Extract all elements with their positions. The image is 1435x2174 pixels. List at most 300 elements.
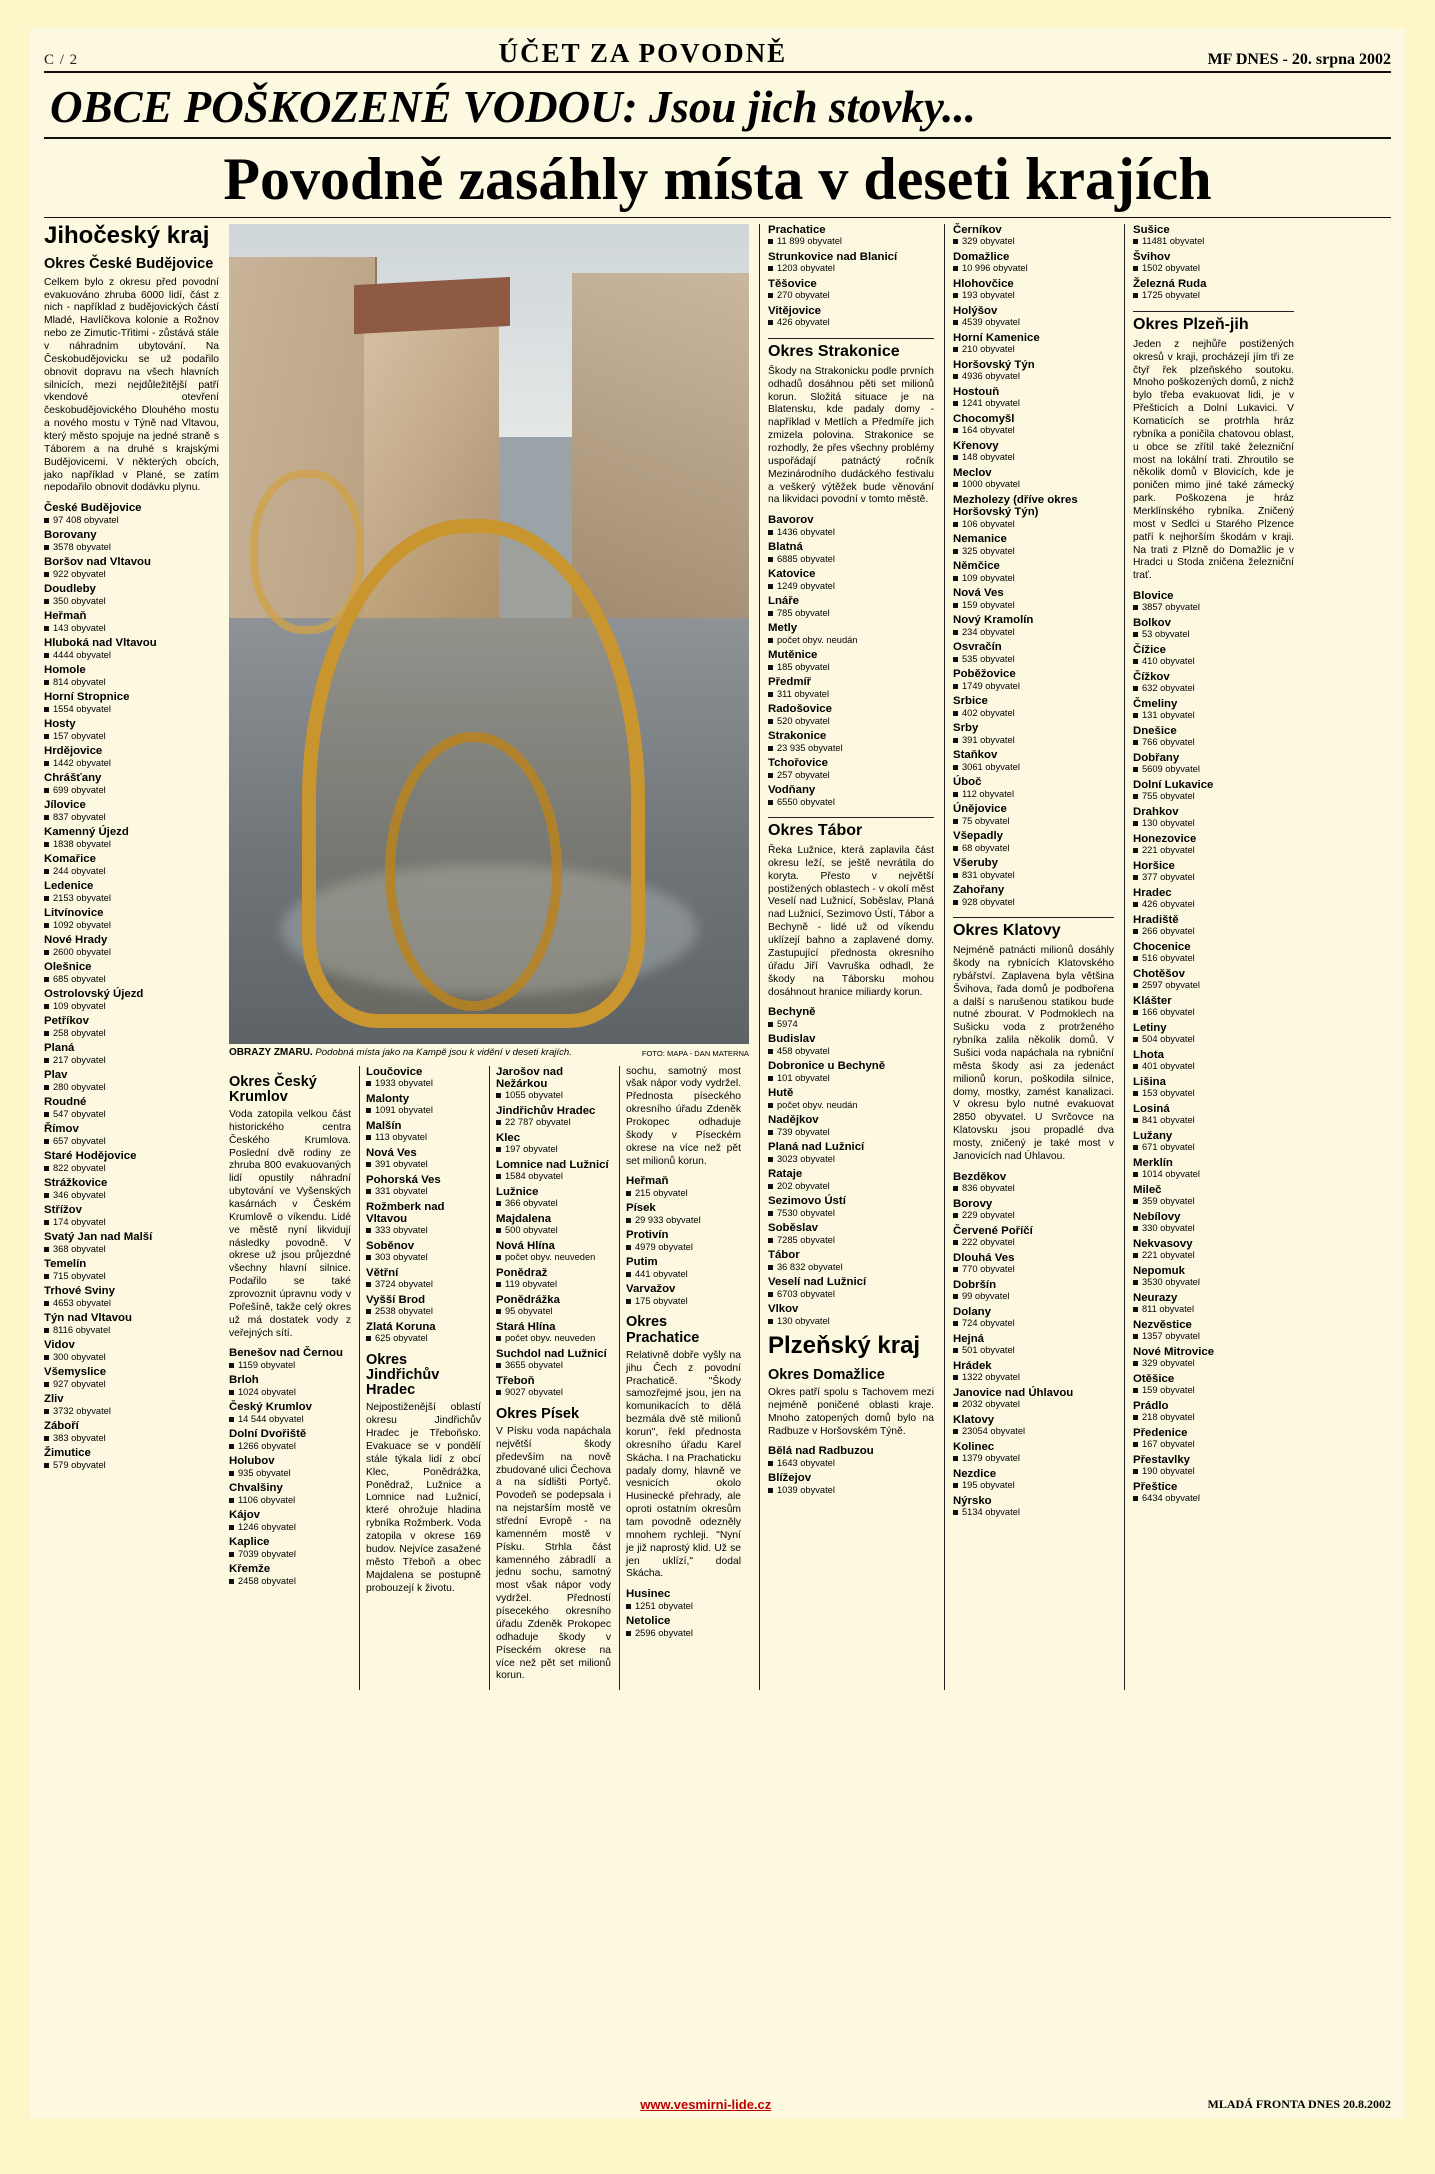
place-name: Ledenice: [44, 880, 94, 893]
list-item: [768, 1249, 934, 1272]
place-name: Nová Ves: [953, 587, 1004, 600]
list-item: [496, 1186, 611, 1209]
place-name: Nemanice: [953, 533, 1007, 546]
list-item: [768, 224, 934, 247]
place-name: Borovany: [44, 529, 97, 542]
place-name: Prachatice: [768, 224, 826, 236]
place-pop: 516 obyvatel: [1133, 953, 1294, 964]
place-pop: 366 obyvatel: [496, 1198, 611, 1209]
list-item: [1133, 671, 1294, 694]
place-pop: 715 obyvatel: [44, 1271, 219, 1282]
place-pop: 329 obyvatel: [1133, 1358, 1294, 1369]
list-item: [496, 1132, 611, 1155]
place-pop: 130 obyvatel: [768, 1316, 934, 1327]
place-pop: 119 obyvatel: [496, 1279, 611, 1290]
place-name: Stará Hlína: [496, 1320, 556, 1333]
place-name: Losiná: [1133, 1103, 1170, 1116]
place-pop: 685 obyvatel: [44, 974, 219, 985]
list-item: [953, 1441, 1114, 1464]
list-item: [1133, 725, 1294, 748]
place-name: Zahořany: [953, 884, 1005, 897]
place-name: Dobřany: [1133, 752, 1180, 765]
list-item: [44, 961, 219, 984]
place-name: Netolice: [626, 1615, 671, 1628]
place-name: Katovice: [768, 568, 816, 581]
place-name: Křenovy: [953, 440, 999, 452]
list-item: [1133, 806, 1294, 829]
place-pop: 2153 obyvatel: [44, 893, 219, 904]
place-name: Holubov: [229, 1455, 275, 1468]
list-item: [229, 1455, 351, 1478]
list-item: [953, 1225, 1114, 1248]
place-pop: 1055 obyvatel: [496, 1090, 611, 1101]
list-item: [953, 278, 1114, 301]
place-name: Dolní Lukavice: [1133, 779, 1214, 792]
list-item: [44, 583, 219, 606]
place-pop: 190 obyvatel: [1133, 1466, 1294, 1477]
place-pop: 1092 obyvatel: [44, 920, 219, 931]
list-item: [44, 1096, 219, 1119]
list-item: [44, 799, 219, 822]
place-name: Heřmaň: [626, 1175, 669, 1188]
place-pop: 257 obyvatel: [768, 770, 934, 781]
list-item: [44, 988, 219, 1011]
list-item: [953, 587, 1114, 610]
place-name: Kamenný Újezd: [44, 826, 129, 839]
article-plzen-jih: Jeden z nejhůře postižených okresů v kraji, procházejí jím tři ze čtyř řek plzeňského soutoku. Mnoho poškozených domů, z nichž bylo třeba evakuovat lidi, je v Přešticích a Dolní Lukavici. V Komaticích se protrhla hráz rybníka a poničila chatovou oblast, u obce se zřítil také železniční most na lokální trati. Zhroutilo se několik domů v Blovicích, kde je poničen mimo jiné také zámecký park. Poškozena je hráz Merklínského rybníka. Zničený most v Sedlci u Starého Plzence patří k nejhorším škodám v kraji. Na trati z Plzně do Domažlic je v Hradci u Stoda zničena železniční trať.: [1133, 338, 1294, 582]
place-name: Bezděkov: [953, 1170, 1007, 1183]
place-name: Suchdol nad Lužnicí: [496, 1347, 607, 1360]
place-pop: 1838 obyvatel: [44, 839, 219, 850]
place-pop: 202 obyvatel: [768, 1181, 934, 1192]
place-name: Hejná: [953, 1332, 985, 1345]
place-pop: 1322 obyvatel: [953, 1372, 1114, 1383]
list-item: [44, 1447, 219, 1470]
list-item: [44, 1123, 219, 1146]
place-pop: 520 obyvatel: [768, 716, 934, 727]
place-name: Nekvasovy: [1133, 1238, 1193, 1251]
place-pop: 922 obyvatel: [44, 569, 219, 580]
place-name: Přeštice: [1133, 1481, 1178, 1494]
list-item: [1133, 224, 1294, 247]
place-name: Únějovice: [953, 803, 1007, 816]
place-pop: 402 obyvatel: [953, 708, 1114, 719]
place-pop: 195 obyvatel: [953, 1480, 1114, 1491]
place-name: Dobronice u Bechyně: [768, 1060, 886, 1073]
list-item: [44, 1312, 219, 1335]
place-pop: 632 obyvatel: [1133, 683, 1294, 694]
caption-body: Podobná místa jako na Kampě jsou k vidění v deseti krajích.: [312, 1047, 572, 1058]
list-item: [953, 1360, 1114, 1383]
place-name: Holýšov: [953, 305, 998, 317]
place-name: Český Krumlov: [229, 1401, 312, 1414]
place-pop: 441 obyvatel: [626, 1269, 741, 1280]
list-item: [44, 1393, 219, 1416]
article-klatovy: Nejméně patnácti milionů dosáhly škody na rybnících Klatovského rybářství. Zaplavena byla většina Švihova, řada domů je podbořena a další s narušenou statikou bude nutné zbourat. V Podmoklech na Sušicku voda z protrženého rybníka zalila několik domů. V Sušici voda napáchala na rybniční města škody asi za jedenáct milionů korun, poškodila silnice, domy, mostky, zamést kanalizaci. V okresu bylo nutné evakuovat 2850 obyvatel. U Svrčovce na Klatovsku jsou propadlé dva mosty, zničený je také most v Janovicích nad Úhlavou.: [953, 945, 1114, 1162]
place-pop: 1159 obyvatel: [229, 1360, 351, 1371]
list-item: [366, 1147, 481, 1170]
place-pop: 303 obyvatel: [366, 1252, 481, 1263]
place-pop: 4444 obyvatel: [44, 650, 219, 661]
place-name: Ponědrážka: [496, 1293, 560, 1306]
list-item: [768, 595, 934, 618]
place-pop: 325 obyvatel: [953, 546, 1114, 557]
list-item: [366, 1294, 481, 1317]
place-pop: 331 obyvatel: [366, 1186, 481, 1197]
place-name: Lužany: [1133, 1130, 1173, 1143]
list-item: [953, 413, 1114, 436]
list-item: [44, 1042, 219, 1065]
list-item: [1133, 1157, 1294, 1180]
place-name: Klášter: [1133, 995, 1172, 1008]
place-pop: 1039 obyvatel: [768, 1485, 934, 1496]
place-pop: 458 obyvatel: [768, 1046, 934, 1057]
okres-heading-klatovy: Okres Klatovy: [953, 917, 1114, 940]
place-pop: 1436 obyvatel: [768, 527, 934, 538]
place-pop: 770 obyvatel: [953, 1264, 1114, 1275]
place-pop: 11 899 obyvatel: [768, 236, 934, 247]
place-pop: 3724 obyvatel: [366, 1279, 481, 1290]
place-pop: 5974: [768, 1019, 934, 1030]
place-pop: 928 obyvatel: [953, 897, 1114, 908]
place-name: Lnáře: [768, 595, 800, 608]
place-pop: 222 obyvatel: [953, 1237, 1114, 1248]
place-name: Chotěšov: [1133, 968, 1185, 981]
lower-column-4: [619, 1066, 741, 1691]
place-name: Kaplice: [229, 1536, 270, 1549]
place-pop: 3578 obyvatel: [44, 542, 219, 553]
place-pop: 1749 obyvatel: [953, 681, 1114, 692]
list-item: [44, 772, 219, 795]
place-pop: 53 obyvatel: [1133, 629, 1294, 640]
list-item: [44, 934, 219, 957]
place-name: Římov: [44, 1123, 79, 1136]
list-item: [1133, 1454, 1294, 1477]
place-pop: 766 obyvatel: [1133, 737, 1294, 748]
list-item: [953, 224, 1114, 247]
place-pop: 500 obyvatel: [496, 1225, 611, 1236]
place-name: Hrádek: [953, 1359, 992, 1372]
place-name: Hutě: [768, 1087, 794, 1100]
place-name: Putim: [626, 1256, 658, 1269]
list-item: [44, 610, 219, 633]
place-name: Petříkov: [44, 1015, 89, 1028]
place-pop: 346 obyvatel: [44, 1190, 219, 1201]
list-item: [44, 691, 219, 714]
list-item: [496, 1105, 611, 1128]
place-name: Nové Mitrovice: [1133, 1346, 1215, 1359]
list-item: [768, 622, 934, 645]
list-item: [768, 1445, 934, 1468]
page-footer: [44, 2097, 1391, 2112]
place-pop: 822 obyvatel: [44, 1163, 219, 1174]
place-name: Třeboň: [496, 1374, 535, 1387]
place-pop: 426 obyvatel: [768, 317, 934, 328]
photo-caption: [229, 1047, 749, 1060]
list-item: [768, 1033, 934, 1056]
article-prachatice: Relativně dobře vyšly na jihu Čech z povodní Prachaticě. "Škody samozřejmé jsou, jen na komunikacích to dělá bezmála dvě stě milionů korun", řekl přednosta okresního úřadu Karel Skácha. I na Prachaticku padaly domy, hlavně ve vesnicích okolo Husinecké přehrady, ale oproti ostatním okresům tam povodně odezněly mnohem rychleji. "Nyní je již naprostý klid. Už se jen uklízí," dodal Skácha.: [626, 1349, 741, 1580]
list-item: [1133, 1373, 1294, 1396]
place-name: Lomnice nad Lužnicí: [496, 1158, 609, 1171]
place-pop: 1357 obyvatel: [1133, 1331, 1294, 1342]
place-pop: 1249 obyvatel: [768, 581, 934, 592]
list-item: [953, 857, 1114, 880]
list-item: [496, 1294, 611, 1317]
list-item: [44, 907, 219, 930]
list-item: [366, 1321, 481, 1344]
list-item: [44, 664, 219, 687]
place-name: Dnešice: [1133, 725, 1177, 738]
list-item: [1133, 1022, 1294, 1045]
list-item: [496, 1240, 611, 1263]
place-pop: 671 obyvatel: [1133, 1142, 1294, 1153]
place-pop: 3530 obyvatel: [1133, 1277, 1294, 1288]
list-item: [1133, 995, 1294, 1018]
place-name: Horšice: [1133, 860, 1175, 873]
place-name: Zliv: [44, 1393, 64, 1406]
place-name: Benešov nad Černou: [229, 1347, 343, 1360]
place-pop: 1241 obyvatel: [953, 398, 1114, 409]
place-pop: 579 obyvatel: [44, 1460, 219, 1471]
place-name: Honezovice: [1133, 833, 1197, 846]
place-name: Domažlice: [953, 251, 1010, 263]
place-name: Ostrolovský Újezd: [44, 988, 144, 1001]
place-pop: 6885 obyvatel: [768, 554, 934, 565]
place-name: Otěšice: [1133, 1373, 1175, 1386]
list-item: [953, 560, 1114, 583]
list-item: [44, 718, 219, 741]
place-pop: 1251 obyvatel: [626, 1601, 741, 1612]
list-item: [626, 1615, 741, 1638]
place-name: Předmíř: [768, 676, 812, 689]
place-pop: 329 obyvatel: [953, 236, 1114, 247]
list-item: [768, 568, 934, 591]
place-pop: 535 obyvatel: [953, 654, 1114, 665]
place-pop: 68 obyvatel: [953, 843, 1114, 854]
list-item: [953, 695, 1114, 718]
body-columns: [44, 224, 1391, 1690]
kicker: OBCE POŠKOZENÉ VODOU: Jsou jich stovky...: [44, 73, 1391, 139]
place-name: Trhové Sviny: [44, 1285, 115, 1298]
place-pop: 164 obyvatel: [953, 425, 1114, 436]
article-pisek: V Písku voda napáchala největší škody především na nově zbudované ulici Čechova a na sídlišti Portyč. Povodeň se podepsala i na nejstarším mostě ve střední Evropě - na kamenném mostě v Písku. Strhla část kamenného zábradlí a jednu sochu, samotný most však nápor vody vydržel. Předností písecekého okresního úřadu Zdeněk Prokopec odhaduje škody v Píseckém okrese na více než pět set milionů korun.: [496, 1426, 611, 1682]
place-pop: 311 obyvatel: [768, 689, 934, 700]
place-pop: 1442 obyvatel: [44, 758, 219, 769]
place-name: Jílovice: [44, 799, 86, 812]
place-pop: 2596 obyvatel: [626, 1628, 741, 1639]
place-name: Malonty: [366, 1092, 410, 1105]
okres-heading-jindrichuv-hradec: Okres Jindřichův Hradec: [366, 1351, 440, 1399]
photo-chair-seat: [385, 732, 562, 1011]
place-pop: 300 obyvatel: [44, 1352, 219, 1363]
place-pop: 3023 obyvatel: [768, 1154, 934, 1165]
place-pop: 6703 obyvatel: [768, 1289, 934, 1300]
place-name: Letiny: [1133, 1022, 1167, 1035]
place-name: Pohorská Ves: [366, 1173, 441, 1186]
list-item: [768, 1087, 934, 1110]
place-pop: 22 787 obyvatel: [496, 1117, 611, 1128]
place-pop: 266 obyvatel: [1133, 926, 1294, 937]
place-name: Těšovice: [768, 278, 817, 290]
place-pop: 1000 obyvatel: [953, 479, 1114, 490]
place-pop: 1584 obyvatel: [496, 1171, 611, 1182]
place-name: Drahkov: [1133, 806, 1179, 819]
list-item: [1133, 1076, 1294, 1099]
place-pop: 935 obyvatel: [229, 1468, 351, 1479]
place-name: Homole: [44, 664, 86, 677]
list-item: [953, 533, 1114, 556]
place-pop: 11481 obyvatel: [1133, 236, 1294, 247]
place-name: Jarošov nad Nežárkou: [496, 1065, 564, 1090]
list-item: [768, 251, 934, 274]
article-strakonice: Škody na Strakonicku podle prvních odhadů dosáhnou pěti set milionů korun. Složitá situace je na Blatensku, kde padaly domy - například v Metlích a Předmíře jich zmizela polovina. Strakonice se rozhodly, že přes všechny problémy uspořádají patnáctý ročník Mezinárodního dudáckého festivalu a veškerý výtěžek bude věnování na likvidaci povodní v tomto městě.: [768, 365, 934, 506]
place-name: Vyšší Brod: [366, 1293, 426, 1306]
place-pop: 2597 obyvatel: [1133, 980, 1294, 991]
place-pop: 23 935 obyvatel: [768, 743, 934, 754]
place-name: Blížejov: [768, 1472, 812, 1485]
lower-column-2: [359, 1066, 481, 1691]
place-pop: 217 obyvatel: [44, 1055, 219, 1066]
place-pop: 221 obyvatel: [1133, 845, 1294, 856]
place-name: Staňkov: [953, 749, 998, 762]
page-title: Povodně zasáhly místa v deseti krajích: [223, 146, 1212, 212]
place-name: Bavorov: [768, 514, 814, 527]
place-name: Planá: [44, 1042, 75, 1055]
list-item: [953, 251, 1114, 274]
list-item: [1133, 1481, 1294, 1504]
place-name: Doudleby: [44, 583, 96, 596]
column-photo-area: [229, 224, 749, 1690]
list-item: [768, 703, 934, 726]
place-name: Rožmberk nad Vltavou: [366, 1200, 445, 1225]
place-pop: 699 obyvatel: [44, 785, 219, 796]
place-pop: 1203 obyvatel: [768, 263, 934, 274]
place-name: Železná Ruda: [1133, 278, 1207, 290]
okres-heading-prachatice: Okres Prachatice: [626, 1314, 700, 1346]
website-link[interactable]: www.vesmirni-lide.cz: [640, 2097, 772, 2112]
place-name: Chvalšiny: [229, 1482, 283, 1495]
place-name: Klatovy: [953, 1413, 995, 1426]
list-item: [366, 1066, 481, 1089]
list-item: [953, 1279, 1114, 1302]
place-name: Metly: [768, 622, 798, 635]
list-item: [1133, 779, 1294, 802]
list-item: [626, 1588, 741, 1611]
place-name: Heřmaň: [44, 610, 87, 623]
place-name: Nový Kramolín: [953, 614, 1034, 627]
place-name: Temelín: [44, 1258, 87, 1271]
list-item: [44, 502, 219, 525]
place-pop: 368 obyvatel: [44, 1244, 219, 1255]
okres-heading-tabor: Okres Tábor: [768, 817, 934, 840]
place-name: Čížice: [1133, 644, 1166, 657]
place-pop: 6550 obyvatel: [768, 797, 934, 808]
list-item: [1133, 968, 1294, 991]
place-pop: 1643 obyvatel: [768, 1458, 934, 1469]
place-pop: 7530 obyvatel: [768, 1208, 934, 1219]
list-item: [44, 556, 219, 579]
lower-columns: [229, 1066, 749, 1691]
place-name: Osvračín: [953, 641, 1002, 654]
place-pop: 3061 obyvatel: [953, 762, 1114, 773]
place-pop: 7039 obyvatel: [229, 1549, 351, 1560]
place-pop: 5134 obyvatel: [953, 1507, 1114, 1518]
place-name: Bechyně: [768, 1006, 816, 1019]
list-item: [1133, 698, 1294, 721]
place-name: Hlohovčice: [953, 278, 1014, 290]
place-name: Hosty: [44, 718, 76, 731]
place-list-a: [44, 502, 219, 1470]
section-title: ÚČET ZA POVODNĚ: [498, 38, 788, 68]
place-name: Písek: [626, 1202, 656, 1215]
place-pop: 391 obyvatel: [366, 1159, 481, 1170]
place-pop: počet obyv. neuveden: [496, 1252, 611, 1263]
place-name: Chrášťany: [44, 772, 102, 785]
place-pop: 109 obyvatel: [953, 573, 1114, 584]
place-pop: 1725 obyvatel: [1133, 290, 1294, 301]
place-name: Žimutice: [44, 1447, 91, 1460]
place-pop: 836 obyvatel: [953, 1183, 1114, 1194]
place-pop: 410 obyvatel: [1133, 656, 1294, 667]
place-pop: 8116 obyvatel: [44, 1325, 219, 1336]
list-item: [953, 1198, 1114, 1221]
place-pop: 157 obyvatel: [44, 731, 219, 742]
place-name: Sezimovo Ústí: [768, 1195, 846, 1208]
place-pop: 143 obyvatel: [44, 623, 219, 634]
place-pop: 504 obyvatel: [1133, 1034, 1294, 1045]
flood-photo: [229, 224, 749, 1044]
place-name: Borovy: [953, 1197, 993, 1210]
place-name: Mileč: [1133, 1184, 1162, 1197]
place-pop: 401 obyvatel: [1133, 1061, 1294, 1072]
okres-heading-ceske-budejovice: Okres České Budějovice: [44, 256, 214, 273]
place-name: Nezdice: [953, 1467, 997, 1480]
place-name: Janovice nad Úhlavou: [953, 1386, 1074, 1399]
page-sheet: [30, 28, 1405, 2118]
place-pop: 130 obyvatel: [1133, 818, 1294, 829]
place-pop: 785 obyvatel: [768, 608, 934, 619]
list-item: [44, 1339, 219, 1362]
list-item: [1133, 617, 1294, 640]
okres-heading-pisek: Okres Písek: [496, 1405, 580, 1422]
place-name: Nadějkov: [768, 1114, 819, 1127]
place-name: Dlouhá Ves: [953, 1251, 1015, 1264]
place-name: Předenice: [1133, 1427, 1188, 1440]
place-name: Kolinec: [953, 1440, 995, 1453]
place-name: Husinec: [626, 1588, 671, 1601]
list-item: [496, 1321, 611, 1344]
place-pop: 2458 obyvatel: [229, 1576, 351, 1587]
list-item: [1133, 278, 1294, 301]
caption-text: [229, 1047, 636, 1060]
place-pop: 95 obyvatel: [496, 1306, 611, 1317]
place-pop: 625 obyvatel: [366, 1333, 481, 1344]
place-pop: 1379 obyvatel: [953, 1453, 1114, 1464]
place-name: Všemyslice: [44, 1366, 107, 1379]
list-item: [768, 784, 934, 807]
list-item: [366, 1201, 481, 1236]
list-item: [768, 1303, 934, 1326]
place-pop: 229 obyvatel: [953, 1210, 1114, 1221]
list-item: [768, 1006, 934, 1029]
place-name: Litvínovice: [44, 907, 104, 920]
place-name: Strunkovice nad Blanicí: [768, 251, 898, 263]
place-name: Chocomyšl: [953, 413, 1015, 425]
list-item: [1133, 590, 1294, 613]
place-pop: 3857 obyvatel: [1133, 602, 1294, 613]
place-name: Nebílovy: [1133, 1211, 1181, 1224]
place-name: Nepomuk: [1133, 1265, 1185, 1278]
